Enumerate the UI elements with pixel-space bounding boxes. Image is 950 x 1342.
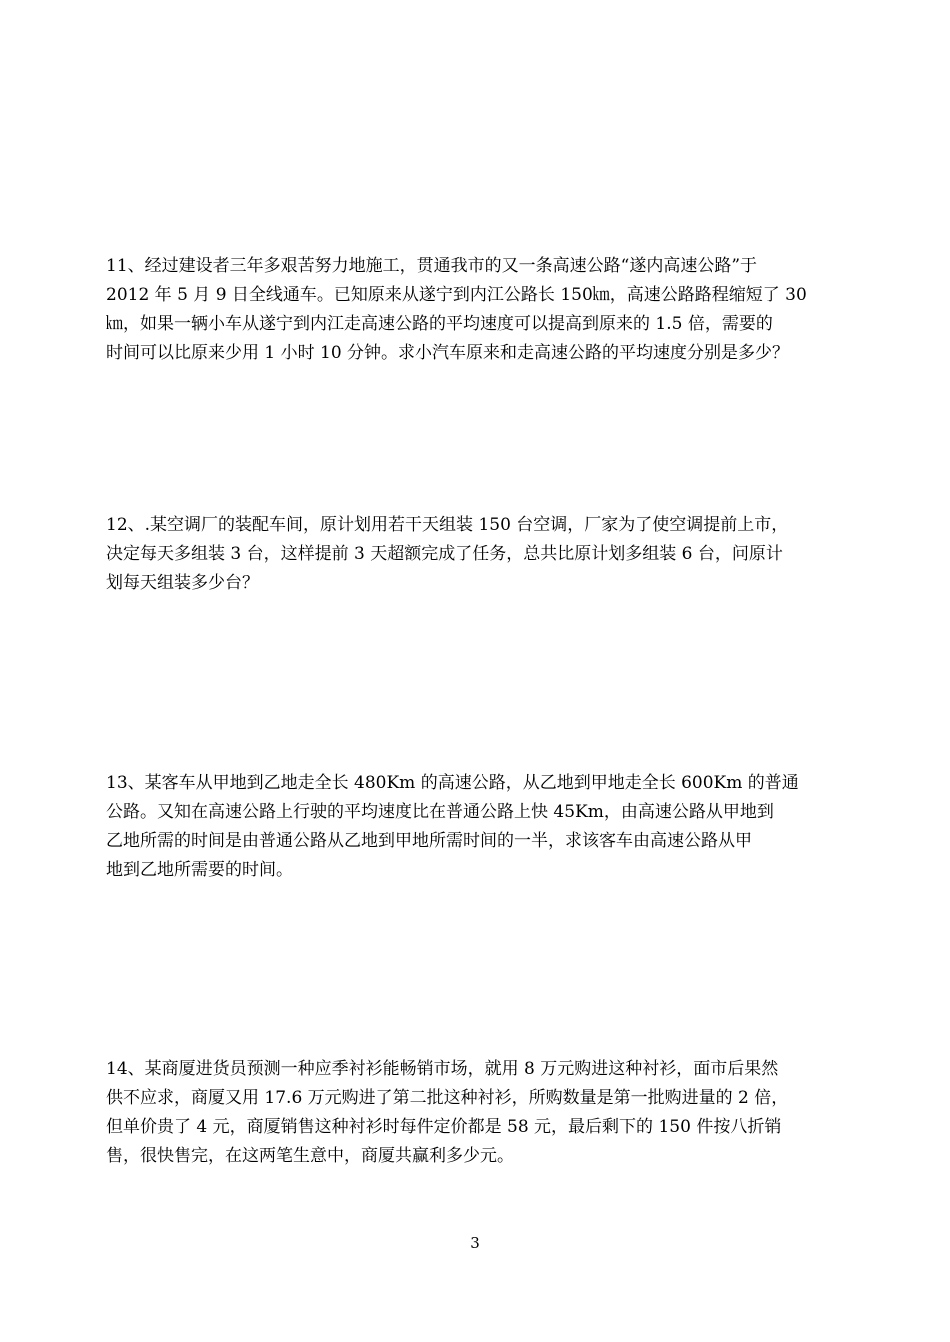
problem-line: 14、某商厦进货员预测一种应季衬衫能畅销市场，就用 8 万元购进这种衬衫，面市后果然: [106, 1059, 779, 1079]
problem-line: 公路。又知在高速公路上行驶的平均速度比在普通公路上快 45Km，由高速公路从甲地到: [106, 802, 774, 822]
problem-line: 供不应求，商厦又用 17.6 万元购进了第二批这种衬衫，所购数量是第一批购进量的 2 倍，: [106, 1088, 789, 1108]
problem-14: [106, 1055, 851, 1171]
problem-line: 划每天组装多少台？: [106, 573, 259, 593]
problem-line: 2012 年 5 月 9 日全线通车。已知原来从遂宁到内江公路长 150㎞，高速公路路程缩短了 30: [106, 285, 807, 305]
problem-line: 但单价贵了 4 元，商厦销售这种衬衫时每件定价都是 58 元，最后剩下的 150 件按八折销: [106, 1117, 782, 1137]
problem-line: 决定每天多组装 3 台，这样提前 3 天超额完成了任务，总共比原计划多组装 6 台，问原计: [106, 544, 783, 564]
problem-11: [106, 252, 851, 368]
problem-line: ㎞，如果一辆小车从遂宁到内江走高速公路的平均速度可以提高到原来的 1.5 倍，需要的: [106, 314, 773, 334]
problem-line: 售，很快售完，在这两笔生意中，商厦共赢利多少元。: [106, 1146, 514, 1166]
problem-line: 12、.某空调厂的装配车间，原计划用若干天组装 150 台空调，厂家为了使空调提前上市，: [106, 515, 789, 535]
problem-line: 地到乙地所需要的时间。: [106, 860, 293, 880]
problem-13: [106, 769, 851, 885]
problem-line: 11、经过建设者三年多艰苦努力地施工，贯通我市的又一条高速公路“遂内高速公路”于: [106, 256, 758, 276]
problem-12: [106, 511, 851, 598]
problem-line: 时间可以比原来少用 1 小时 10 分钟。求小汽车原来和走高速公路的平均速度分别是多少？: [106, 343, 790, 363]
problem-line: 乙地所需的时间是由普通公路从乙地到甲地所需时间的一半，求该客车由高速公路从甲: [106, 831, 752, 851]
page-number: 3: [470, 1234, 480, 1252]
problem-line: 13、某客车从甲地到乙地走全长 480Km 的高速公路，从乙地到甲地走全长 600Km 的普通: [106, 773, 799, 793]
